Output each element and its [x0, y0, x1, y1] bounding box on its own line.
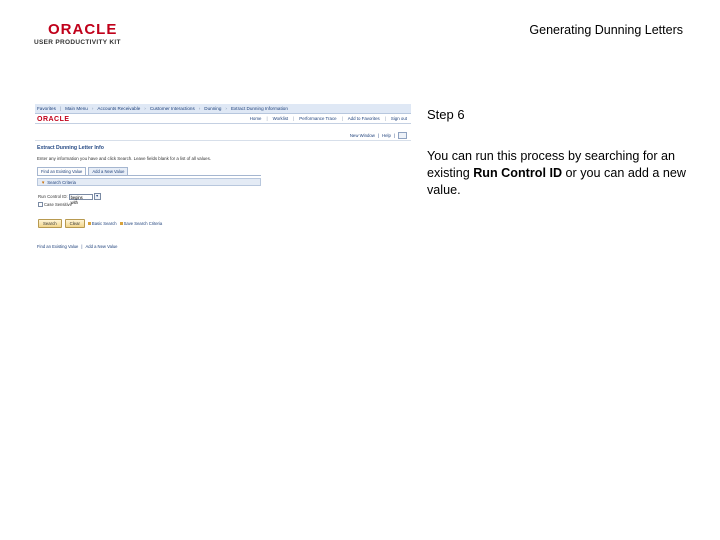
logo-brand: ORACLE: [48, 21, 118, 38]
oracle-upk-logo: [30, 22, 130, 46]
top-nav-bar: [35, 104, 411, 114]
window-links: [350, 132, 407, 139]
bottom-links: [37, 244, 118, 249]
search-criteria-header[interactable]: [37, 178, 261, 186]
bottom-link-add-new[interactable]: Add a New Value: [85, 244, 118, 249]
nav-item-main-menu[interactable]: Main Menu: [65, 106, 88, 111]
dropdown-arrow-icon[interactable]: ▾: [94, 193, 101, 200]
case-sensitive-label: Case Sensitive: [44, 202, 72, 207]
step-title: Step 6: [427, 107, 465, 122]
bottom-link-find-existing[interactable]: Find an Existing Value: [37, 244, 79, 249]
search-criteria-label: Search Criteria: [47, 179, 76, 185]
link-separator: |: [393, 133, 395, 138]
link-separator: |: [377, 133, 380, 138]
nav-item-customer-interactions[interactable]: Customer Interactions: [149, 106, 195, 111]
portal-nav: [250, 116, 407, 121]
customize-page-icon[interactable]: [398, 132, 407, 139]
nav-separator: ›: [91, 106, 94, 111]
search-button[interactable]: Search: [38, 219, 62, 228]
portal-link-home[interactable]: Home: [249, 116, 262, 121]
new-window-link[interactable]: New Window: [349, 133, 375, 138]
nav-separator: |: [59, 106, 62, 111]
link-separator: |: [81, 244, 83, 249]
page-title: Generating Dunning Letters: [529, 23, 683, 37]
application-screenshot: [35, 104, 411, 256]
portal-separator: |: [266, 116, 268, 121]
clear-button[interactable]: Clear: [65, 219, 85, 228]
save-search-icon: [120, 222, 123, 225]
divider: [35, 140, 411, 141]
nav-separator: ›: [144, 106, 146, 111]
nav-item-favorites[interactable]: Favorites: [37, 106, 56, 111]
tab-add-new-value[interactable]: Add a New Value: [88, 167, 128, 176]
tab-panel-border: [37, 175, 261, 176]
tab-find-existing-value[interactable]: Find an Existing Value: [37, 167, 86, 176]
portal-link-performance-trace[interactable]: Performance Trace: [299, 116, 337, 121]
portal-separator: |: [293, 116, 295, 121]
form-title: Extract Dunning Letter Info: [37, 145, 104, 151]
search-actions: [38, 219, 162, 228]
nav-separator: ›: [198, 106, 201, 111]
basic-search-icon: [88, 222, 91, 225]
save-search-link[interactable]: [120, 221, 163, 226]
run-control-label: Run Control ID:: [38, 194, 68, 199]
portal-link-sign-out[interactable]: Sign out: [390, 116, 407, 121]
operator-select[interactable]: begins with: [69, 194, 93, 200]
nav-item-accounts-receivable[interactable]: Accounts Receivable: [97, 106, 141, 111]
basic-search-label: Basic Search: [91, 221, 117, 226]
portal-link-add-favorites[interactable]: Add to Favorites: [347, 116, 380, 121]
form-instructions: Enter any information you have and click Search. Leave fields blank for a list of all values.: [37, 156, 212, 161]
step-text-after: or you can add a new value.: [427, 166, 686, 197]
save-search-label: Save Search Criteria: [123, 221, 163, 226]
step-text-emphasis: Run Control ID: [473, 166, 563, 180]
nav-item-extract-dunning[interactable]: Extract Dunning Information: [230, 106, 288, 111]
case-sensitive-row: [38, 202, 72, 207]
logo-subtitle: USER PRODUCTIVITY KIT: [34, 39, 121, 46]
portal-link-worklist[interactable]: Worklist: [272, 116, 289, 121]
basic-search-link[interactable]: [88, 221, 117, 226]
portal-separator: |: [384, 116, 386, 121]
portal-oracle-logo: ORACLE: [37, 116, 70, 123]
help-link[interactable]: Help: [382, 133, 391, 138]
portal-separator: |: [341, 116, 343, 121]
nav-item-dunning[interactable]: Dunning: [204, 106, 222, 111]
nav-separator: ›: [225, 106, 227, 111]
case-sensitive-checkbox[interactable]: [38, 202, 43, 207]
collapse-arrow-icon[interactable]: ▼: [41, 179, 46, 185]
step-text-before: You can run this process by searching for an existing: [427, 149, 676, 180]
step-description: [427, 148, 699, 199]
